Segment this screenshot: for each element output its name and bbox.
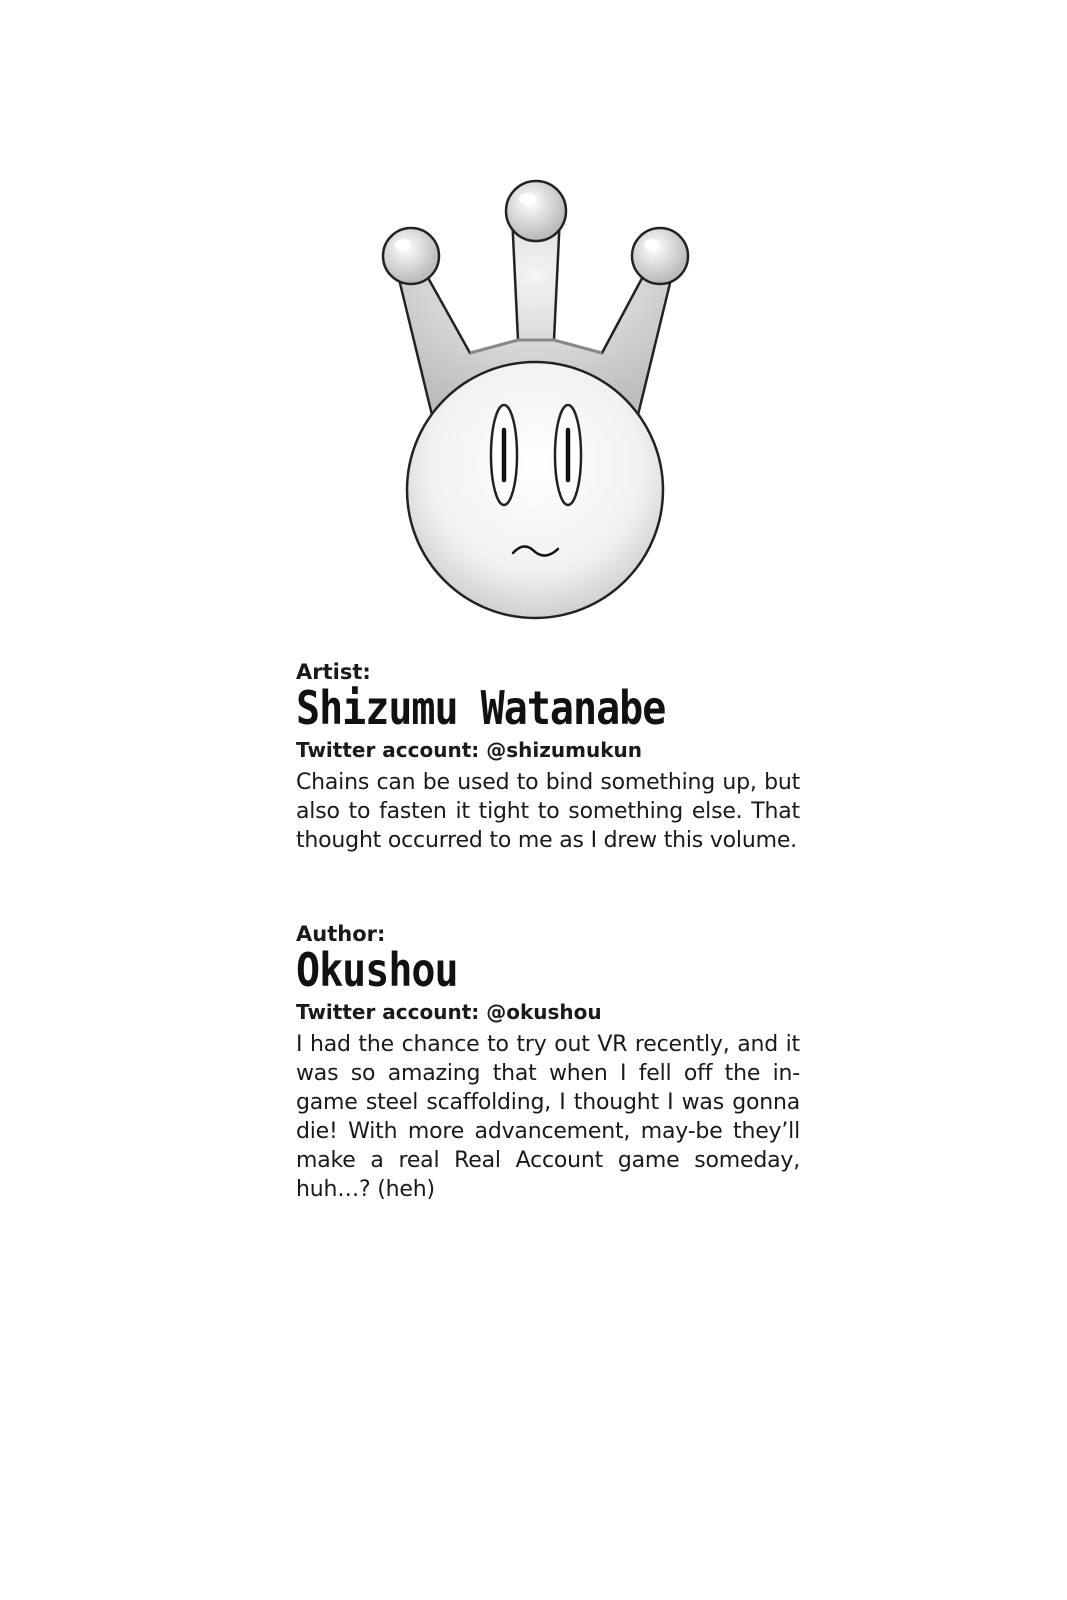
artist-name: Shizumu Watanabe: [296, 682, 666, 736]
author-profile: [296, 922, 800, 1204]
artist-twitter-line: [296, 736, 800, 764]
author-twitter-label: Twitter account:: [296, 1000, 480, 1024]
author-name: Okushou: [296, 944, 458, 998]
author-twitter-handle: @okushou: [486, 1000, 602, 1024]
author-role-label: Author:: [296, 922, 386, 946]
artist-profile: [296, 660, 800, 855]
author-comment: I had the chance to try out VR recently, and it was so amazing that when I fell off the in-game steel scaffolding, I thought I was gonna die! With more advancement, may-be they’ll make a real Real Account game someday, huh…? (heh): [296, 1032, 800, 1202]
crown-mascot-icon: [370, 175, 700, 625]
author-twitter-line: [296, 998, 800, 1026]
artist-comment: Chains can be used to bind something up, but also to fasten it tight to something else. That thought occurred to me as I drew this volume.: [296, 770, 800, 853]
artist-role-label: Artist:: [296, 660, 371, 684]
artist-twitter-label: Twitter account:: [296, 738, 480, 762]
artist-twitter-handle: @shizumukun: [486, 738, 642, 762]
